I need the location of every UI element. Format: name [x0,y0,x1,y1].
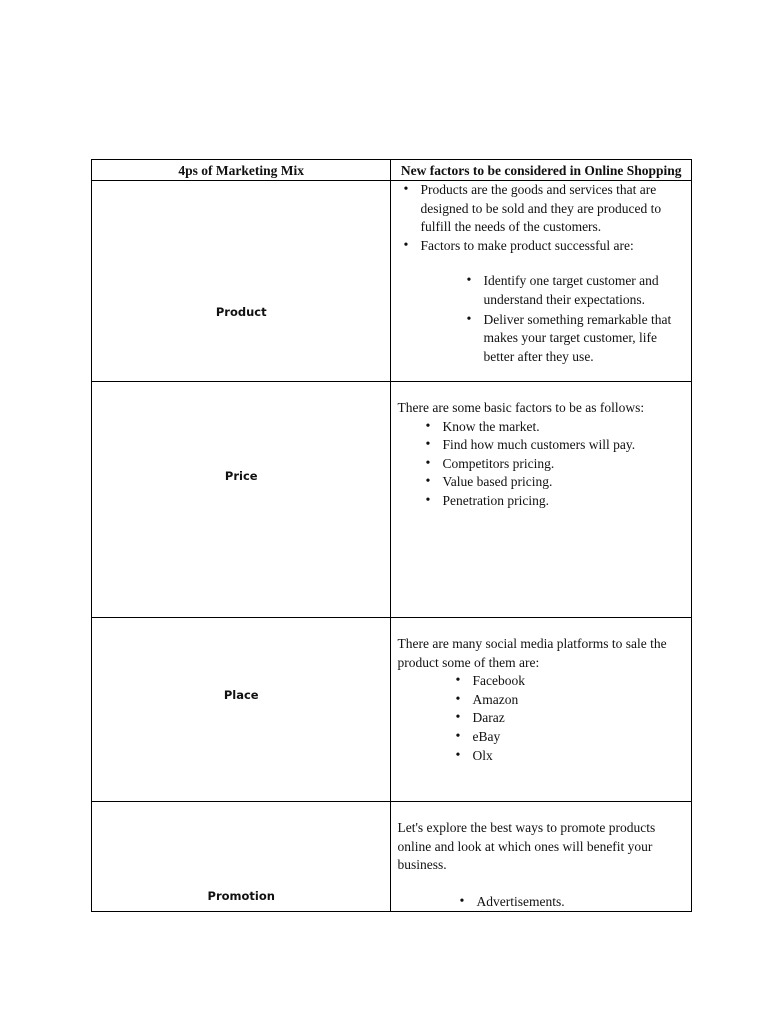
list-item: • Penetration pricing. [442,492,685,511]
row-label-place: Place [223,688,259,702]
place-bullet-list [397,672,685,765]
list-item: • Advertisements. [476,893,685,912]
promotion-intro: Let's explore the best ways to promote products online and look at which ones will benefit your business. [397,820,656,873]
table-row-promotion [92,802,692,912]
row-label-price: Price [224,469,258,483]
list-item: • Deliver something remarkable that makes your target customer, life better after they use. [483,311,685,367]
table-row-price [92,382,692,618]
header-new-factors: New factors to be considered in Online Shopping [391,160,692,181]
list-item: • Olx [472,747,685,766]
list-item: • Identify one target customer and understand their expectations. [483,272,685,309]
cell-product-factors [391,181,692,382]
list-item: • Products are the goods and services that are designed to be sold and they are produced to fulfill the needs of the customers. [420,181,685,237]
table-row-place [92,618,692,802]
list-item: • eBay [472,728,685,747]
marketing-mix-table [91,159,692,912]
row-label-promotion: Promotion [207,889,275,903]
promotion-bullet-list [397,893,685,912]
list-item: • Know the market. [442,418,685,437]
list-item: • Find how much customers will pay. [442,436,685,455]
list-item: • Competitors pricing. [442,455,685,474]
cell-place-factors [391,618,692,802]
table-row-product [92,181,692,382]
price-bullet-list [397,418,685,511]
list-item: • Facebook [472,672,685,691]
header-4ps: 4ps of Marketing Mix [92,160,391,181]
row-label-product: Product [215,305,267,319]
price-intro: There are some basic factors to be as follows: [397,400,645,415]
list-item: • Value based pricing. [442,473,685,492]
product-bullet-list [397,181,685,255]
list-item: • Amazon [472,691,685,710]
list-item: • Daraz [472,709,685,728]
product-sub-bullet-list [397,272,685,366]
cell-price-factors [391,382,692,618]
cell-promotion-factors [391,802,692,912]
header-row [92,160,692,181]
list-item: • Factors to make product successful are: [420,237,685,256]
place-intro: There are many social media platforms to sale the product some of them are: [397,636,667,670]
